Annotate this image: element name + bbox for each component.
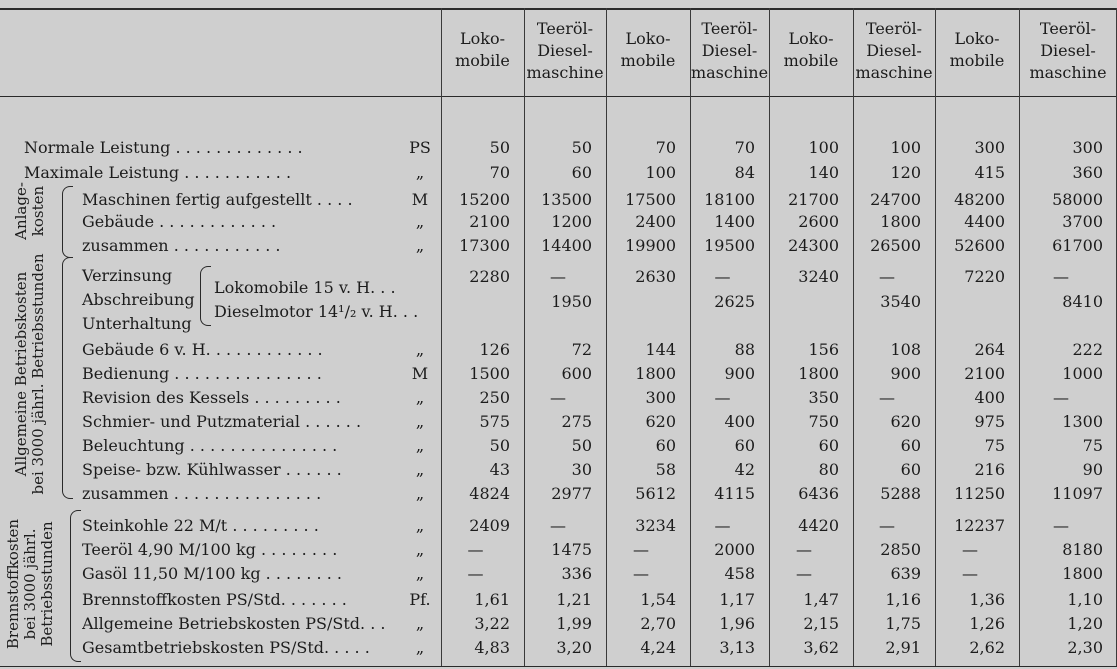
table-cell: 575: [479, 412, 510, 431]
table-cell: 17300: [459, 236, 510, 255]
table-cell: 620: [890, 412, 921, 431]
row-unit: „: [415, 436, 425, 455]
brennstoff-brace: [70, 510, 81, 662]
row-label: Revision des Kessels . . . . . . . . .: [82, 388, 341, 407]
table-cell: —: [796, 540, 812, 559]
merged-label-diesel-rate: Dieselmotor 14¹/₂ v. H. . .: [214, 302, 419, 321]
table-cell: 108: [890, 340, 921, 359]
table-cell: —: [962, 540, 978, 559]
table-cell: 58000: [1052, 190, 1103, 209]
table-cell: 140: [808, 163, 839, 182]
table-cell: 12237: [954, 516, 1005, 535]
row-unit: „: [415, 516, 425, 535]
row-label: Maximale Leistung . . . . . . . . . . .: [24, 163, 292, 182]
row-label: Teeröl 4,90 M/100 kg . . . . . . . .: [82, 540, 338, 559]
table-cell: 100: [645, 163, 676, 182]
column-header: Teeröl- Diesel- maschine: [526, 19, 604, 82]
group-label-betrieb: Allgemeine Betriebskosten bei 3000 jährl. Betriebsstunden: [12, 253, 47, 495]
table-cell: 2100: [469, 212, 510, 231]
table-row: [0, 514, 1117, 538]
table-cell: —: [633, 564, 649, 583]
table-cell: 1800: [1062, 564, 1103, 583]
table-cell: 336: [561, 564, 592, 583]
table-row: [0, 562, 1117, 586]
column-header: Teeröl- Diesel- maschine: [855, 19, 933, 82]
table-row: [0, 210, 1117, 234]
table-row: [0, 588, 1117, 612]
row-label: Schmier- und Putzmaterial . . . . . .: [82, 412, 362, 431]
table-cell: 5612: [635, 484, 676, 503]
table-cell: 2280: [469, 267, 510, 286]
table-cell: 60: [734, 436, 755, 455]
table-cell: 72: [571, 340, 592, 359]
table-cell: 88: [734, 340, 755, 359]
table-cell: —: [714, 516, 731, 535]
table-cell: 975: [974, 412, 1005, 431]
column-header: Loko- mobile: [949, 29, 1005, 70]
table-cell: 1300: [1062, 412, 1103, 431]
table-row: [0, 612, 1117, 636]
table-cell: 300: [1072, 138, 1103, 157]
group-label-anlage: Anlage- kosten: [12, 182, 47, 240]
table-cell: —: [633, 540, 649, 559]
column-header: Loko- mobile: [455, 29, 510, 70]
table-cell: 3700: [1062, 212, 1103, 231]
row-label: Steinkohle 22 M/t . . . . . . . . .: [82, 516, 319, 535]
table-cell: 639: [890, 564, 921, 583]
table-cell: 30: [571, 460, 592, 479]
table-cell: 4400: [964, 212, 1005, 231]
table-cell: 52600: [954, 236, 1005, 255]
table-row: [0, 636, 1117, 660]
table-cell: 126: [479, 340, 510, 359]
table-cell: 60: [818, 436, 839, 455]
table-cell: 458: [724, 564, 755, 583]
row-label: Allgemeine Betriebskosten PS/Std. . .: [82, 614, 386, 633]
table-cell: 42: [734, 460, 755, 479]
table-cell: —: [714, 388, 731, 407]
merged-label-abschreibung: Abschreibung: [82, 290, 195, 309]
table-cell: 1,96: [719, 614, 755, 633]
row-label: Speise- bzw. Kühlwasser . . . . . .: [82, 460, 342, 479]
merged-label-unterhaltung: Unterhaltung: [82, 314, 192, 333]
table-row: [0, 410, 1117, 434]
row-unit: „: [415, 412, 425, 431]
column-header: Teeröl- Diesel- maschine: [1029, 19, 1107, 82]
table-cell: 1,54: [640, 590, 676, 609]
table-cell: 300: [645, 388, 676, 407]
table-cell: 415: [974, 163, 1005, 182]
table-cell: 19900: [625, 236, 676, 255]
row-label: Brennstoffkosten PS/Std. . . . . . .: [82, 590, 347, 609]
table-cell: 1,10: [1067, 590, 1103, 609]
row-unit: M: [411, 364, 429, 383]
merged-label-lokomobile-rate: Lokomobile 15 v. H. . .: [214, 278, 396, 297]
table-cell: 400: [724, 412, 755, 431]
table-cell: 156: [808, 340, 839, 359]
table-cell: 4420: [798, 516, 839, 535]
row-unit: PS: [409, 138, 431, 157]
table-cell: 100: [890, 138, 921, 157]
row-label: Normale Leistung . . . . . . . . . . . . .: [24, 138, 303, 157]
row-unit: „: [415, 236, 425, 255]
table-cell: 4,24: [640, 638, 676, 657]
merged-label-verzinsung: Verzinsung: [82, 266, 173, 285]
table-cell: 216: [974, 460, 1005, 479]
table-cell: 3,62: [803, 638, 839, 657]
row-label: Gebäude 6 v. H. . . . . . . . . . . .: [82, 340, 323, 359]
table-cell: 600: [561, 364, 592, 383]
table-cell: 5288: [880, 484, 921, 503]
table-row: [0, 362, 1117, 386]
table-row: [0, 434, 1117, 458]
table-cell: 2,70: [640, 614, 676, 633]
table-cell: —: [714, 267, 731, 286]
table-cell: 60: [571, 163, 592, 182]
row-unit: „: [415, 340, 425, 359]
row-unit: „: [415, 614, 425, 633]
table-cell: 61700: [1052, 236, 1103, 255]
table-row: [0, 161, 1117, 185]
table-cell: 17500: [625, 190, 676, 209]
table-cell: 1475: [551, 540, 592, 559]
table-cell: 75: [984, 436, 1005, 455]
table-cell: 11250: [954, 484, 1005, 503]
table-cell: —: [1053, 267, 1069, 286]
bottom-rule: [0, 666, 1117, 667]
group-label-brennstoff: Brennstoffkosten bei 3000 jährl. Betriebsstunden: [3, 518, 56, 650]
betrieb-brace: [62, 257, 73, 499]
row-unit: „: [415, 484, 425, 503]
row-unit: Pf.: [409, 590, 431, 609]
table-cell: 2400: [635, 212, 676, 231]
table-row: [0, 386, 1117, 410]
table-cell: 58: [655, 460, 676, 479]
table-cell: 3,13: [719, 638, 755, 657]
table-cell: 275: [561, 412, 592, 431]
table-cell: 21700: [788, 190, 839, 209]
table-cell: 4824: [469, 484, 510, 503]
table-row: [0, 482, 1117, 506]
table-cell: —: [962, 564, 978, 583]
table-cell: 222: [1072, 340, 1103, 359]
table-cell: 900: [890, 364, 921, 383]
table-cell: 7220: [964, 267, 1005, 286]
table-cell: 1,16: [885, 590, 921, 609]
table-cell: 2977: [551, 484, 592, 503]
table-cell: —: [467, 540, 484, 559]
row-unit: „: [415, 638, 425, 657]
table-cell: 1,21: [556, 590, 592, 609]
table-cell: 1950: [551, 292, 592, 311]
row-label: Gebäude . . . . . . . . . . . .: [82, 212, 277, 231]
top-rule: [0, 8, 1117, 10]
table-cell: 1200: [551, 212, 592, 231]
table-cell: 1000: [1062, 364, 1103, 383]
table-cell: 24700: [870, 190, 921, 209]
table-cell: 350: [808, 388, 839, 407]
row-unit: „: [415, 460, 425, 479]
table-row: [0, 458, 1117, 482]
table-cell: 2100: [964, 364, 1005, 383]
table-cell: —: [550, 516, 566, 535]
table-row: [0, 538, 1117, 562]
table-cell: 8180: [1062, 540, 1103, 559]
rate-brace: [200, 266, 211, 326]
column-header: Loko- mobile: [783, 29, 839, 70]
table-cell: 24300: [788, 236, 839, 255]
table-cell: 2600: [798, 212, 839, 231]
row-label: Maschinen fertig aufgestellt . . . .: [82, 190, 353, 209]
table-cell: 1,36: [969, 590, 1005, 609]
table-cell: 50: [571, 138, 592, 157]
table-cell: —: [879, 516, 895, 535]
table-cell: —: [1053, 388, 1069, 407]
row-label: Bedienung . . . . . . . . . . . . . . .: [82, 364, 322, 383]
table-cell: 1,75: [885, 614, 921, 633]
row-label: Gesamtbetriebskosten PS/Std. . . . .: [82, 638, 370, 657]
table-cell: —: [550, 267, 566, 286]
table-cell: 70: [734, 138, 755, 157]
table-cell: —: [467, 564, 484, 583]
table-cell: 2,15: [803, 614, 839, 633]
table-cell: —: [550, 388, 566, 407]
table-cell: 2625: [714, 292, 755, 311]
table-cell: 1500: [469, 364, 510, 383]
table-cell: 1400: [714, 212, 755, 231]
table-cell: 75: [1082, 436, 1103, 455]
table-cell: 14400: [541, 236, 592, 255]
table-cell: 50: [489, 138, 510, 157]
table-cell: 70: [655, 138, 676, 157]
row-unit: „: [415, 212, 425, 231]
table-row: [0, 188, 1117, 212]
header-rule: [0, 96, 1117, 97]
table-cell: —: [879, 388, 895, 407]
table-cell: 120: [890, 163, 921, 182]
row-label: Gasöl 11,50 M/100 kg . . . . . . . .: [82, 564, 342, 583]
table-cell: —: [1053, 516, 1069, 535]
table-row: [0, 136, 1117, 160]
row-label: zusammen . . . . . . . . . . .: [82, 236, 281, 255]
table-cell: 6436: [798, 484, 839, 503]
row-unit: „: [415, 163, 425, 182]
table-cell: 8410: [1062, 292, 1103, 311]
table-cell: 2000: [714, 540, 755, 559]
table-cell: —: [879, 267, 895, 286]
row-label: zusammen . . . . . . . . . . . . . . .: [82, 484, 322, 503]
table-cell: 3,20: [556, 638, 592, 657]
table-cell: 300: [974, 138, 1005, 157]
table-cell: 900: [724, 364, 755, 383]
table-cell: 1,47: [803, 590, 839, 609]
table-row: [0, 234, 1117, 258]
table-cell: 144: [645, 340, 676, 359]
table-cell: 13500: [541, 190, 592, 209]
table-cell: 43: [489, 460, 510, 479]
row-label: Beleuchtung . . . . . . . . . . . . . . .: [82, 436, 338, 455]
table-cell: 15200: [459, 190, 510, 209]
table-cell: 4,83: [474, 638, 510, 657]
table-cell: 3,22: [474, 614, 510, 633]
column-header: Loko- mobile: [620, 29, 676, 70]
row-unit: „: [415, 388, 425, 407]
table-cell: 84: [734, 163, 755, 182]
row-unit: „: [415, 540, 425, 559]
table-cell: 3540: [880, 292, 921, 311]
table-cell: 2,62: [969, 638, 1005, 657]
table-cell: 3234: [635, 516, 676, 535]
table-cell: 100: [808, 138, 839, 157]
anlage-brace: [62, 186, 73, 258]
table-cell: 264: [974, 340, 1005, 359]
table-cell: 1800: [798, 364, 839, 383]
table-cell: 1,61: [474, 590, 510, 609]
table-cell: 1,99: [556, 614, 592, 633]
table-cell: 11097: [1052, 484, 1103, 503]
table-cell: 60: [655, 436, 676, 455]
table-cell: 2,91: [885, 638, 921, 657]
table-cell: 750: [808, 412, 839, 431]
table-cell: 3240: [798, 267, 839, 286]
table-cell: 1,20: [1067, 614, 1103, 633]
table-cell: 60: [900, 436, 921, 455]
table-cell: 60: [900, 460, 921, 479]
table-cell: 70: [489, 163, 510, 182]
table-cell: —: [796, 564, 812, 583]
table-cell: 18100: [704, 190, 755, 209]
table-cell: 1,17: [719, 590, 755, 609]
table-cell: 26500: [870, 236, 921, 255]
row-unit: „: [415, 564, 425, 583]
table-row: [0, 338, 1117, 362]
table-cell: 620: [645, 412, 676, 431]
table-cell: 1800: [635, 364, 676, 383]
table-cell: 90: [1082, 460, 1103, 479]
row-unit: M: [411, 190, 429, 209]
table-cell: 19500: [704, 236, 755, 255]
table-cell: 360: [1072, 163, 1103, 182]
table-cell: 2630: [635, 267, 676, 286]
table-cell: 4115: [714, 484, 755, 503]
table-cell: 1800: [880, 212, 921, 231]
table-cell: 2850: [880, 540, 921, 559]
table-cell: 80: [818, 460, 839, 479]
table-cell: 400: [974, 388, 1005, 407]
table-cell: 48200: [954, 190, 1005, 209]
table-cell: 2,30: [1067, 638, 1103, 657]
column-header: Teeröl- Diesel- maschine: [690, 19, 769, 82]
table-cell: 1,26: [969, 614, 1005, 633]
table-cell: 50: [571, 436, 592, 455]
table-cell: 50: [489, 436, 510, 455]
table-cell: 2409: [469, 516, 510, 535]
table-cell: 250: [479, 388, 510, 407]
